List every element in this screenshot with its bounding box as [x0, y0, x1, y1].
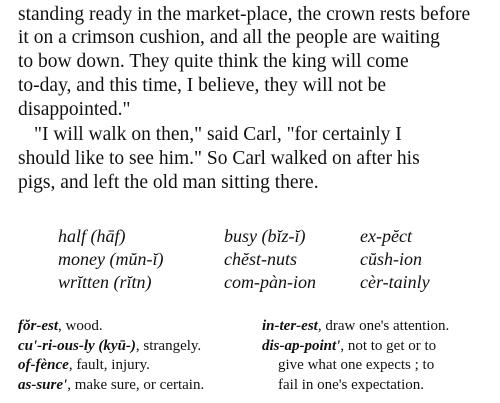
definition-word: of-fènce	[18, 357, 69, 373]
definition-word: fŏr-est	[18, 318, 58, 334]
passage-line: disappointed."	[18, 99, 131, 120]
passage-line: "I will walk on then," said Carl, "for certainly I	[34, 124, 402, 145]
definition-entry	[18, 377, 204, 397]
definitions-right-column	[262, 318, 449, 396]
spelling-word: cèr-tainly	[360, 272, 430, 292]
definition-word: cu'-ri-ous-ly (kyū-)	[18, 337, 136, 354]
definition-text: , not to get or to	[340, 337, 437, 354]
spelling-word: wrĭtten (rĭtn)	[58, 272, 152, 292]
passage-line: to bow down. They quite think the king will come	[18, 51, 409, 72]
definition-continuation	[262, 377, 449, 397]
definition-entry	[18, 318, 204, 338]
spelling-word: money (mŭn-ĭ)	[58, 249, 164, 269]
definition-word: dis-ap-point'	[262, 337, 341, 354]
definition-text: fail in one's expectation.	[278, 376, 424, 393]
definition-entry	[18, 357, 204, 377]
spelling-word: ex-pĕct	[360, 226, 412, 246]
passage-line: to-day, and this time, I believe, they will not be	[18, 75, 387, 96]
spelling-word: chĕst-nuts	[224, 249, 297, 269]
definition-entry	[262, 318, 449, 338]
passage-line: pigs, and left the old man sitting there.	[18, 172, 319, 193]
definition-text: give what one expects ; to	[278, 357, 435, 373]
passage-line: should like to see him." So Carl walked on after his	[18, 148, 420, 169]
definition-text: , make sure, or certain.	[67, 376, 205, 393]
definition-text: , draw one's attention.	[317, 318, 450, 334]
passage-line: it on a crimson cushion, and all the people are waiting	[18, 27, 440, 48]
definition-text: , strangely.	[135, 337, 202, 354]
definitions-left-column	[18, 318, 204, 396]
definition-continuation	[262, 357, 449, 377]
definition-entry	[18, 338, 204, 358]
passage-line: standing ready in the market-place, the crown rests before	[18, 4, 471, 25]
definition-entry	[262, 338, 449, 358]
definition-word: in-ter-est	[262, 318, 318, 334]
definition-text: , wood.	[58, 318, 103, 334]
definition-text: , fault, injury.	[68, 357, 150, 373]
definition-word: as-sure'	[18, 376, 68, 393]
spelling-word: com-pàn-ion	[224, 272, 316, 292]
spelling-word: cŭsh-ion	[360, 249, 422, 269]
spelling-word: busy (bĭz-ĭ)	[224, 226, 306, 246]
spelling-word: half (hāf)	[58, 226, 126, 246]
